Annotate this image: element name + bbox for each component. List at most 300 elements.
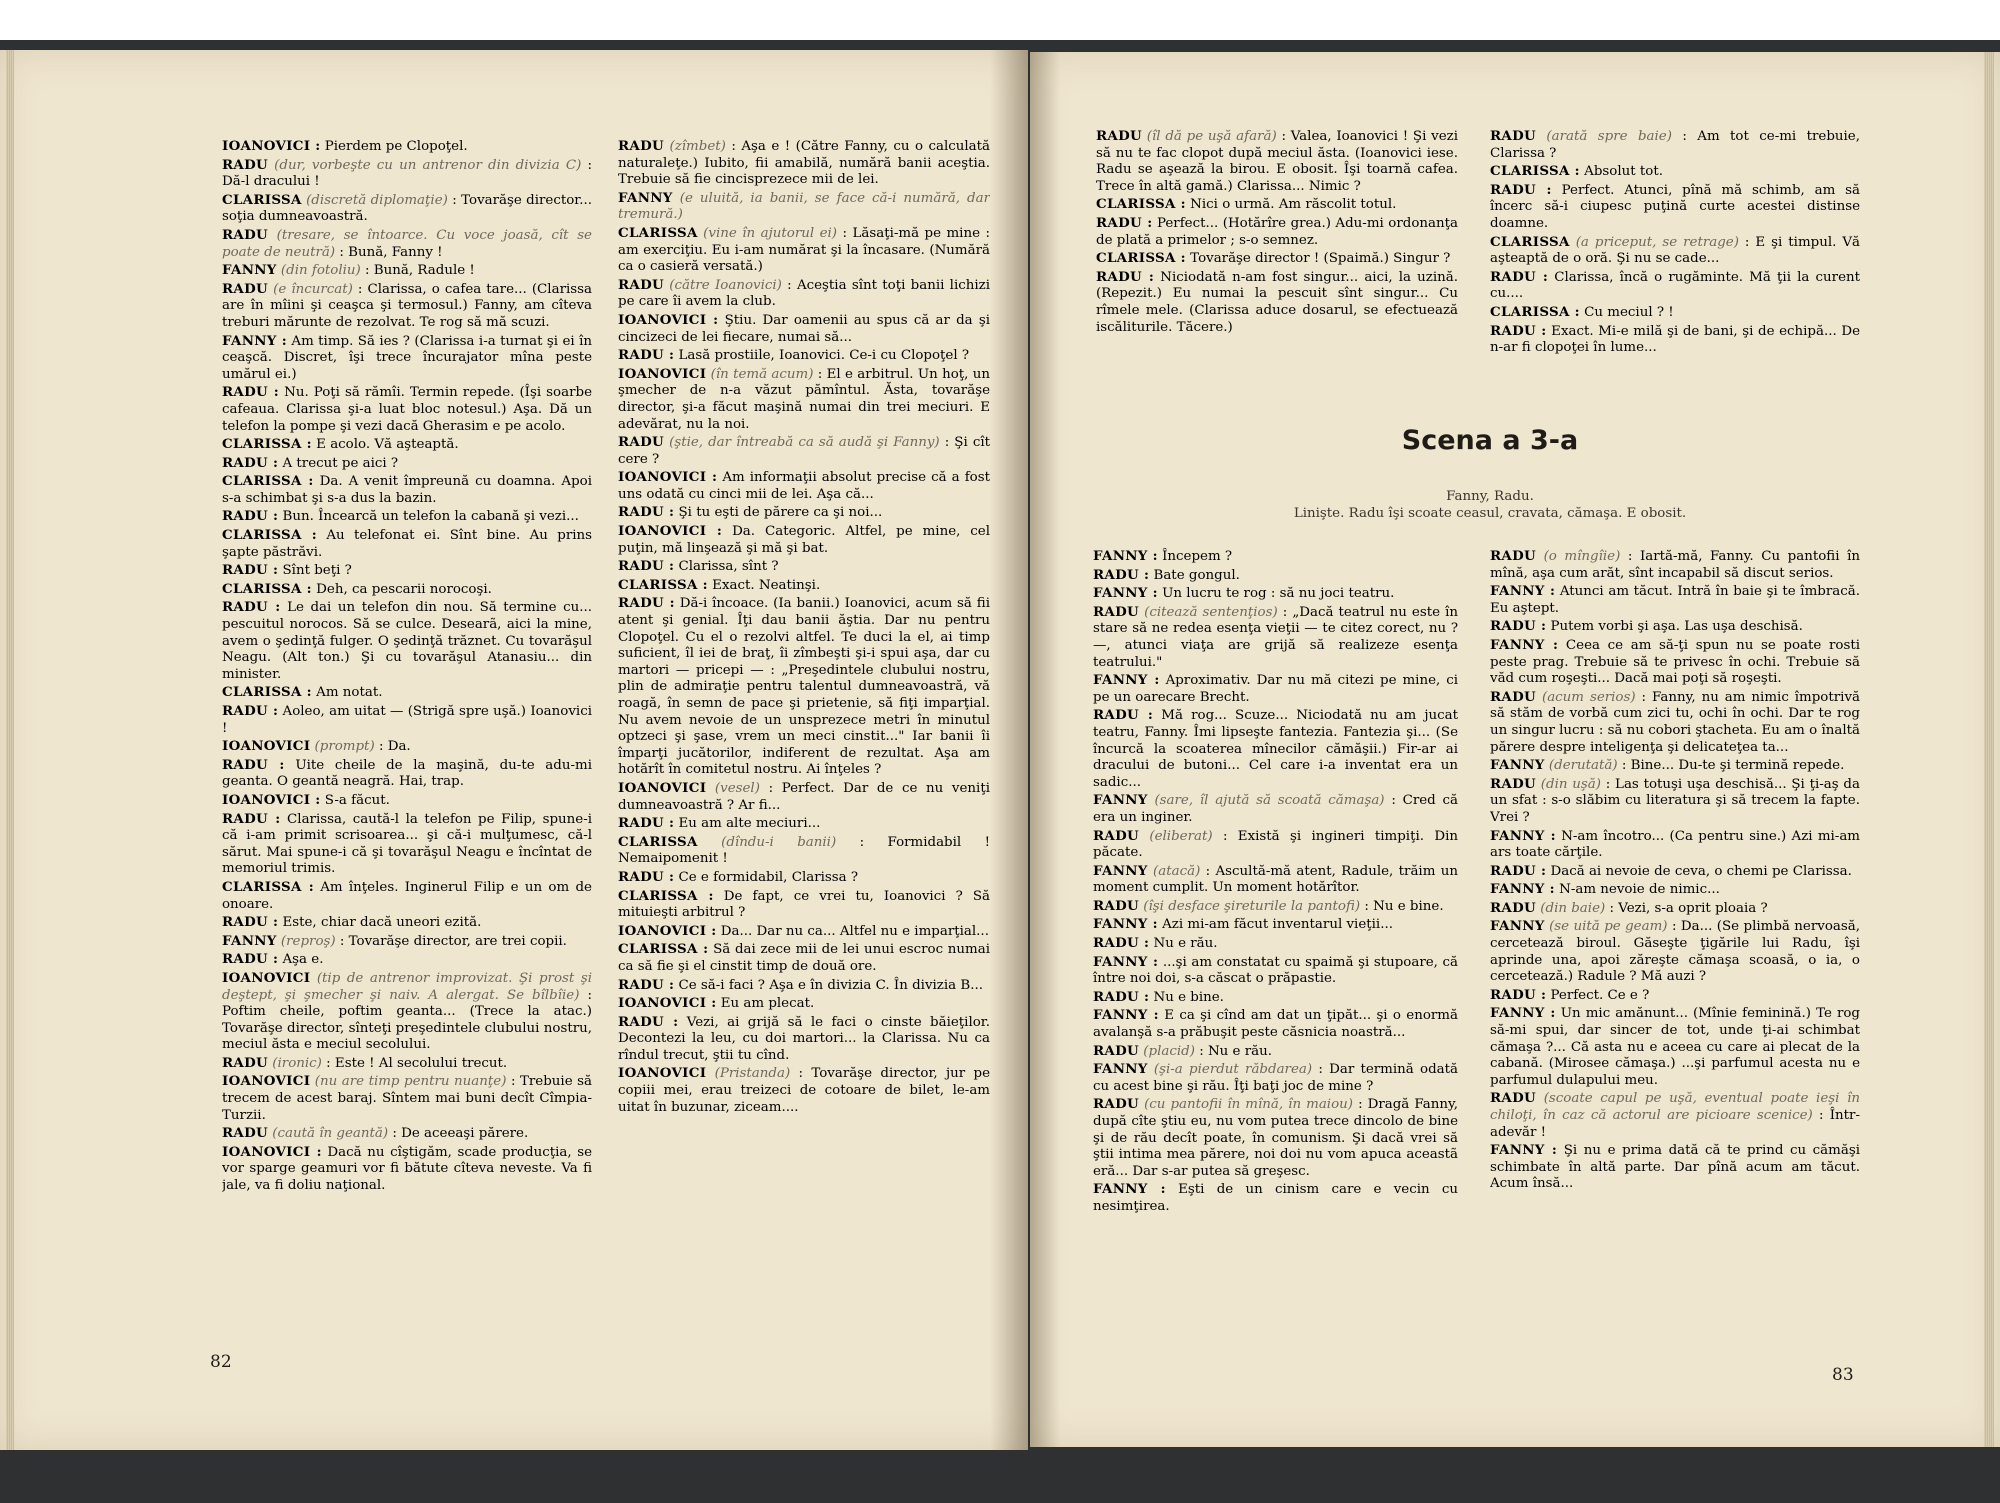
line-text: Şi nu e prima dată că te prind cu cămăşi schimbate în altă parte. Dar pînă acum am tăcut. Acum însă... — [1490, 1143, 1860, 1192]
dialogue-line — [1490, 269, 1860, 303]
dialogue-line — [1490, 757, 1860, 775]
speaker-name: CLARISSA — [1490, 233, 1570, 250]
line-text: Sînt beţi ? — [282, 563, 352, 579]
speaker-name: RADU — [1093, 603, 1140, 620]
line-text: : Şi cît cere ? — [618, 435, 990, 467]
dialogue-line — [222, 436, 592, 454]
line-text: : Tovarăşe director, are trei copii. — [339, 933, 567, 949]
speaker-name: CLARISSA : — [1096, 196, 1186, 213]
line-text: : „Dacă teatrul nu este în stare să ne redea esenţa vieţii — te citez corect, nu ? —, atunci viaţa are grijă să realizeze esenţa teatrului." — [1093, 604, 1458, 670]
line-text: : Aşa e ! (Către Fanny, cu o calculată naturaleţe.) Iubito, fii amabilă, numără banii aceştia. Trebuie să fie cincisprezece mii de lei. — [618, 139, 990, 188]
dialogue-line — [1490, 637, 1860, 688]
right-page-column-2-top — [1490, 128, 1860, 388]
speaker-name: IOANOVICI : — [618, 995, 717, 1012]
dialogue-line — [1093, 916, 1458, 934]
dialogue-line — [1490, 548, 1860, 582]
right-page-column-2-bottom — [1490, 548, 1860, 1338]
speaker-name: RADU : — [222, 508, 279, 525]
dialogue-line — [618, 834, 990, 868]
right-gutter-shadow — [1030, 52, 1060, 1447]
dialogue-line — [618, 190, 990, 224]
speaker-name: RADU : — [1490, 862, 1547, 879]
dialogue-line — [222, 933, 592, 951]
stage-direction: (şi-a pierdut răbdarea) — [1153, 1062, 1313, 1078]
line-text: : Cred că era un inginer. — [1093, 793, 1458, 825]
speaker-name: IOANOVICI : — [618, 311, 719, 328]
line-text: : Am tot ce-mi trebuie, Clarissa ? — [1490, 129, 1860, 161]
line-text: Am timp. Să ies ? (Clarissa i-a turnat şi ei în ceaşcă. Discret, îşi trece încurajator mîna peste umărul ei.) — [222, 333, 592, 382]
speaker-name: FANNY : — [1093, 1007, 1159, 1024]
line-text: : Nu e rău. — [1199, 1043, 1272, 1059]
speaker-name: FANNY : — [222, 332, 287, 349]
dialogue-line — [618, 277, 990, 311]
dialogue-line — [618, 523, 990, 557]
stage-direction: (dur, vorbeşte cu un antrenor din divizia C) — [274, 157, 582, 173]
dialogue-line — [618, 347, 990, 365]
line-text: : El e arbitrul. Un hoţ, un şmecher de n-a văzut pămîntul. Ăsta, tovarăşe director, şi-a făcut maşină numai din trei meciuri. E adevărat, nu la noi. — [618, 366, 990, 432]
speaker-name: RADU — [1490, 899, 1537, 916]
dialogue-line — [1093, 898, 1458, 916]
line-text: Pierdem pe Clopoţel. — [324, 139, 468, 154]
line-text: Este, chiar dacă uneori ezită. — [282, 915, 482, 931]
dialogue-line — [1490, 776, 1860, 827]
speaker-name: RADU : — [618, 504, 675, 521]
dialogue-line — [1093, 828, 1458, 862]
dialogue-line — [1093, 548, 1458, 566]
line-text: Exact. Mi-e milă şi de bani, şi de echipă... De n-ar fi clopoţei în lume... — [1490, 323, 1860, 356]
speaker-name: RADU : — [1096, 268, 1155, 285]
line-text: Aşa e. — [282, 952, 324, 968]
stage-direction: (se uită pe geam) — [1549, 919, 1668, 935]
stage-direction: (tresare, se întoarce. Cu voce joasă, cît se poate de neutră) — [222, 227, 592, 260]
dialogue-line — [222, 281, 592, 332]
speaker-name: FANNY — [1490, 757, 1545, 774]
speaker-name: RADU : — [1093, 988, 1150, 1005]
dialogue-line — [1490, 828, 1860, 862]
dialogue-line — [618, 138, 990, 189]
speaker-name: IOANOVICI — [618, 365, 707, 382]
stage-direction: (din baie) — [1540, 900, 1606, 916]
stage-direction: (caută în geantă) — [272, 1126, 389, 1142]
dialogue-line — [222, 1073, 592, 1124]
dialogue-line — [1093, 989, 1458, 1007]
speaker-name: CLARISSA — [222, 191, 302, 208]
speaker-name: CLARISSA — [618, 833, 698, 850]
speaker-name: CLARISSA : — [222, 878, 314, 895]
line-text: Azi mi-am făcut inventarul vieţii... — [1162, 917, 1393, 933]
stage-direction: (discretă diplomaţie) — [306, 192, 448, 208]
speaker-name: FANNY : — [1093, 672, 1160, 689]
dialogue-line — [222, 757, 592, 791]
speaker-name: IOANOVICI : — [618, 922, 717, 939]
line-text: Perfect. Ce e ? — [1550, 987, 1650, 1003]
dialogue-line — [618, 888, 990, 922]
stage-direction: (acum serios) — [1541, 689, 1636, 705]
speaker-name: RADU — [618, 138, 665, 154]
line-text: : De aceeaşi părere. — [392, 1126, 529, 1142]
dialogue-line — [222, 508, 592, 526]
stage-direction: (îl dă pe uşă afară) — [1146, 129, 1277, 144]
line-text: : Bună, Fanny ! — [339, 244, 443, 260]
stage-direction: (atacă) — [1153, 863, 1201, 879]
line-text: Nu e bine. — [1153, 989, 1224, 1005]
dialogue-line — [1490, 1005, 1860, 1089]
speaker-name: RADU — [1093, 1096, 1140, 1113]
speaker-name: FANNY : — [1490, 1142, 1558, 1159]
line-text: Deh, ca pescarii norocoşi. — [316, 581, 492, 597]
dialogue-line — [1096, 196, 1458, 214]
scene-title: Scena a 3-a — [1401, 425, 1579, 456]
dialogue-line — [1093, 1043, 1458, 1061]
stage-direction: (cu pantofii în mînă, în maiou) — [1144, 1097, 1354, 1113]
speaker-name: FANNY : — [1093, 916, 1158, 933]
line-text: : Fanny, nu am nimic împotrivă să stăm de vorbă cum zici tu, ochi în ochi. Dar te rog un singur lucru : să nu cobori ştacheta. Eu am o înaltă părere despre inteligenţa şi delicateţea ta... — [1490, 689, 1860, 755]
dialogue-line — [222, 970, 592, 1054]
dialogue-line — [1490, 304, 1860, 322]
speaker-name: RADU — [1490, 1090, 1537, 1107]
speaker-name: CLARISSA : — [1096, 250, 1186, 267]
line-text: Nici o urmă. Am răscolit totul. — [1190, 197, 1397, 213]
line-text: : Bună, Radule ! — [365, 263, 475, 279]
speaker-name: RADU — [222, 280, 269, 297]
line-text: : Clarissa, o cafea tare... (Clarissa are în mîini şi ceaşca şi termosul.) Fanny, am cîteva treburi mărunte de rezolvat. Te rog să mă scuzi. — [222, 281, 592, 330]
right-page-column-1-top — [1096, 128, 1458, 388]
stage-direction: (zîmbet) — [669, 139, 726, 154]
scene-cast — [1160, 488, 1820, 522]
stage-direction: (arată spre baie) — [1546, 129, 1672, 144]
stage-direction: (prompt) — [314, 739, 375, 755]
line-text: Dacă ai nevoie de ceva, o chemi pe Clarissa. — [1550, 863, 1852, 879]
line-text: Perfect... (Hotărîre grea.) Adu-mi ordonanţa de plată a primelor ; s-o semnez. — [1096, 215, 1458, 248]
speaker-name: RADU — [1490, 128, 1537, 144]
line-text: Cu meciul ? ! — [1584, 304, 1674, 320]
speaker-name: IOANOVICI — [222, 738, 311, 755]
line-text: Eu am plecat. — [720, 996, 815, 1012]
line-text: N-am nevoie de nimic... — [1559, 882, 1720, 898]
dialogue-line — [222, 1055, 592, 1073]
speaker-name: RADU : — [618, 595, 675, 612]
speaker-name: FANNY — [1490, 918, 1545, 935]
line-text: Putem vorbi şi aşa. Las uşa deschisă. — [1550, 619, 1803, 635]
line-text: : E şi timpul. Vă aşteaptă de o oră. Şi nu se cade... — [1490, 234, 1860, 267]
line-text: Să dai zece mii de lei unui escroc numai ca să fie şi el cinstit timp de două ore. — [618, 942, 990, 974]
speaker-name: RADU : — [222, 703, 279, 719]
speaker-name: CLARISSA : — [618, 576, 708, 593]
dialogue-line — [222, 792, 592, 810]
line-text: Eu am alte meciuri... — [678, 816, 821, 832]
dialogue-line — [1093, 604, 1458, 671]
speaker-name: RADU : — [618, 976, 675, 993]
dialogue-line — [618, 1014, 990, 1065]
line-text: Un mic amănunt... (Mînie feminină.) Te rog să-mi spui, dar sincer de tot, unde ţi-ai schimbat cămaşa ?... Că asta nu e aceea cu care ai plecat de la cabană. (Mirosee cămaşa.) ...şi parfumul acesta nu e parfumul dulapului meu. — [1490, 1006, 1860, 1088]
speaker-name: FANNY — [222, 932, 277, 949]
line-text: Ceea ce am să-ţi spun nu se poate rosti peste prag. Trebuie să te privesc în ochi. Trebuie să văd cum roşeşti... Dacă mai poţi să roşeşti. — [1490, 637, 1860, 687]
line-text: : Trebuie să trecem de acest baraj. Sîntem mai buni decît Cîmpia-Turzii. — [222, 1074, 592, 1123]
speaker-name: FANNY : — [1490, 827, 1556, 844]
line-text: : Iartă-mă, Fanny. Cu pantofii în mînă, aşa cum arăt, sînt incapabil să discut serios. — [1490, 549, 1860, 581]
dialogue-line — [222, 951, 592, 969]
speaker-name: RADU — [1093, 827, 1140, 844]
dialogue-line — [1093, 1096, 1458, 1180]
line-text: Uite cheile de la maşină, du-te adu-mi geanta. O geantă neagră. Hai, trap. — [222, 757, 592, 790]
line-text: E ca şi cînd am dat un ţipăt... şi o enormă avalanşă s-a prăbuşit peste căsnicia noastră... — [1093, 1008, 1458, 1041]
speaker-name: IOANOVICI — [618, 779, 707, 796]
line-text: : Da. — [378, 739, 411, 755]
stage-direction: (citează sentenţios) — [1144, 604, 1278, 620]
speaker-name: RADU — [618, 434, 665, 451]
speaker-name: IOANOVICI : — [618, 523, 723, 540]
speaker-name: CLARISSA : — [618, 941, 709, 958]
dialogue-line — [618, 995, 990, 1013]
dialogue-line — [1093, 1061, 1458, 1095]
line-text: : Aceştia sînt toţi banii lichizi pe care îi avem la club. — [618, 277, 990, 310]
dialogue-line — [1096, 269, 1458, 336]
speaker-name: CLARISSA : — [222, 527, 318, 544]
line-text: : Formidabil ! Nemaipomenit ! — [618, 834, 990, 867]
dialogue-line — [222, 811, 592, 878]
line-text: : Într-adevăr ! — [1490, 1108, 1860, 1140]
dialogue-line — [618, 577, 990, 595]
line-text: : Poftim cheile, poftim geanta... (Trece la atac.) Tovarăşe director, sînteţi preşedintele clubului nostru, meciul ăsta e meciul secolului. — [222, 987, 592, 1053]
speaker-name: FANNY : — [1093, 1181, 1166, 1198]
dialogue-line — [1093, 567, 1458, 585]
speaker-name: RADU : — [222, 914, 279, 931]
line-text: : Bine... Du-te şi termină repede. — [1621, 758, 1845, 774]
speaker-name: RADU — [1490, 548, 1537, 564]
dialogue-line — [222, 738, 592, 756]
dialogue-line — [618, 815, 990, 833]
line-text: Tovarăşe director ! (Spaimă.) Singur ? — [1190, 251, 1451, 267]
line-text: : Ascultă-mă atent, Radule, trăim un moment cumplit. Un moment hotărîtor. — [1093, 863, 1458, 896]
stage-direction: (Pristanda) — [714, 1066, 791, 1082]
line-text: Bun. Încearcă un telefon la cabană şi vezi... — [282, 509, 579, 525]
dialogue-line — [222, 333, 592, 384]
dialogue-line — [1490, 182, 1860, 233]
line-text: : Lăsaţi-mă pe mine : am exerciţiu. Eu i-am numărat şi la încasare. (Numără ca o casieră versată.) — [618, 225, 990, 275]
left-page-column-1 — [222, 138, 592, 1328]
page-number-left: 82 — [210, 1352, 232, 1372]
dialogue-line — [1490, 881, 1860, 899]
dialogue-line — [222, 192, 592, 226]
speaker-name: RADU — [222, 156, 269, 173]
line-text: De fapt, ce vrei tu, Ioanovici ? Să mituieşti arbitrul ? — [618, 888, 990, 921]
speaker-name: CLARISSA : — [222, 684, 312, 701]
dialogue-line — [618, 977, 990, 995]
line-text: Mă rog... Scuze... Niciodată nu am jucat teatru, Fanny. Îmi lipseşte fantezia. Fantezia şi... (Se încurcă la scoaterea mînecilor cămăşii.) Fir-ar ai dracului de butoni... Cel care i-a inventat era un sadic... — [1093, 708, 1458, 790]
line-text: Perfect. Atunci, pînă mă schimb, am să încerc să-i ciupesc puţină curte acestei distinse doamne. — [1490, 182, 1860, 231]
speaker-name: RADU : — [222, 562, 279, 579]
speaker-name: FANNY : — [1490, 1005, 1556, 1022]
right-page-column-1-bottom — [1093, 548, 1458, 1338]
dialogue-line — [222, 581, 592, 599]
line-text: Ce e formidabil, Clarissa ? — [678, 869, 859, 885]
line-text: Clarissa, caută-l la telefon pe Filip, spune-i că i-am primit scrisoarea... şi că-i mulţumesc, că-l sărut. Mai spune-i că şi tovarăşul Neagu e încîntat de memoriul trimis. — [222, 811, 592, 877]
speaker-name: RADU : — [222, 951, 279, 968]
dialogue-line — [1490, 128, 1860, 162]
speaker-name: RADU : — [1093, 566, 1150, 583]
dialogue-line — [1490, 1090, 1860, 1141]
stage-direction: (o mîngîie) — [1543, 549, 1621, 564]
cast-line: Fanny, Radu. — [1446, 489, 1534, 504]
line-text: Niciodată n-am fost singur... aici, la uzină. (Repezit.) Eu numai la pescuit sînt singur... Cu rîmele mele. (Clarissa aduce dosarul, se efectuează iscăliturile. Tăcere.) — [1096, 269, 1458, 335]
stage-direction: (reproş) — [280, 933, 336, 949]
stage-direction: (dîndu-i banii) — [721, 834, 837, 850]
stage-direction: (e încurcat) — [273, 281, 353, 297]
stage-direction: (în temă acum) — [710, 366, 814, 382]
left-page-column-2 — [618, 138, 990, 1328]
line-text: Ştiu. Dar oamenii au spus că ar da şi cincizeci de lei fiecare, numai să... — [618, 312, 990, 345]
speaker-name: RADU : — [618, 558, 675, 575]
stage-direction-line: Linişte. Radu îşi scoate ceasul, cravata, cămaşa. E obosit. — [1293, 506, 1687, 521]
dialogue-line — [618, 469, 990, 503]
speaker-name: RADU : — [618, 815, 675, 832]
dialogue-line — [1093, 792, 1458, 826]
line-text: Am notat. — [316, 685, 383, 701]
stage-direction: (ştie, dar întreabă ca să audă şi Fanny) — [669, 435, 940, 451]
speaker-name: CLARISSA — [618, 224, 698, 241]
line-text: Bate gongul. — [1153, 567, 1240, 583]
dialogue-line — [1093, 1181, 1458, 1215]
dialogue-line — [1093, 863, 1458, 897]
dialogue-line — [222, 562, 592, 580]
stage-direction: (vesel) — [714, 780, 760, 796]
dialogue-line — [1093, 954, 1458, 988]
line-text: Aoleo, am uitat — (Strigă spre uşă.) Ioanovici ! — [222, 704, 592, 736]
line-text: Da. A venit împreună cu doamna. Apoi s-a schimbat şi s-a dus la bazin. — [222, 474, 592, 506]
speaker-name: CLARISSA : — [618, 887, 714, 904]
speaker-name: FANNY — [1093, 1061, 1148, 1078]
dialogue-line — [1093, 707, 1458, 791]
stage-direction: (din fotoliu) — [280, 263, 361, 279]
line-text: Absolut tot. — [1584, 164, 1663, 180]
speaker-name: FANNY : — [1490, 583, 1556, 600]
dialogue-line — [222, 473, 592, 507]
line-text: Da... Dar nu ca... Altfel nu e imparţial... — [720, 923, 989, 939]
dialogue-line — [1490, 863, 1860, 881]
dialogue-line — [1490, 163, 1860, 181]
dialogue-line — [1093, 935, 1458, 953]
speaker-name: RADU : — [222, 454, 279, 471]
line-text: Ce să-i faci ? Aşa e în divizia C. În divizia B... — [678, 977, 983, 993]
dialogue-line — [1096, 215, 1458, 249]
speaker-name: RADU : — [222, 756, 285, 773]
dialogue-line — [222, 384, 592, 435]
line-text: Lasă prostiile, Ioanovici. Ce-i cu Clopoţel ? — [678, 348, 970, 364]
dialogue-line — [618, 366, 990, 433]
speaker-name: CLARISSA : — [1490, 303, 1580, 320]
line-text: A trecut pe aici ? — [282, 455, 399, 471]
speaker-name: FANNY : — [1490, 881, 1555, 898]
speaker-name: RADU — [1093, 897, 1140, 914]
dialogue-line — [1093, 1007, 1458, 1041]
dialogue-line — [222, 914, 592, 932]
speaker-name: RADU — [1490, 775, 1537, 792]
line-text: Clarissa, încă o rugăminte. Mă ţii la curent cu.... — [1490, 269, 1860, 302]
line-text: : Perfect. Dar de ce nu veniţi dumneavoastră ? Ar fi... — [618, 780, 990, 813]
dialogue-line — [618, 869, 990, 887]
speaker-name: FANNY — [618, 189, 673, 206]
stage-direction: (nu are timp pentru nuanţe) — [314, 1074, 507, 1090]
speaker-name: CLARISSA : — [222, 473, 314, 490]
line-text: Începem ? — [1162, 549, 1233, 564]
speaker-name: RADU : — [1093, 935, 1150, 952]
speaker-name: FANNY — [222, 262, 277, 279]
stage-direction: (din uşă) — [1540, 776, 1601, 792]
dialogue-line — [618, 780, 990, 814]
dialogue-line — [222, 138, 592, 156]
speaker-name: RADU : — [1490, 268, 1549, 285]
line-text: Am informaţii absolut precise că a fost uns odată cu cinci mii de lei. Aşa că... — [618, 470, 990, 502]
speaker-name: RADU : — [1490, 181, 1552, 198]
line-text: Eşti de un cinism care e vecin cu nesimţirea. — [1093, 1182, 1458, 1214]
speaker-name: RADU : — [1490, 986, 1547, 1003]
dialogue-line — [222, 227, 592, 261]
right-page-edges — [1984, 52, 1994, 1447]
stage-direction: (derutată) — [1548, 758, 1618, 774]
dialogue-line — [222, 703, 592, 737]
stage-direction: (îşi desface şireturile la pantofi) — [1143, 898, 1361, 914]
dialogue-line — [618, 1065, 990, 1116]
speaker-name: RADU : — [1096, 214, 1153, 231]
dialogue-line — [618, 434, 990, 468]
dialogue-line — [618, 941, 990, 975]
line-text: Nu. Poţi să rămîi. Termin repede. (Îşi soarbe cafeaua. Clarissa şi-a luat bloc notesul.) Aşa. Dă un telefon la pompe şi vezi dacă Gherasim e pe acolo. — [222, 385, 592, 434]
stage-direction: (placid) — [1143, 1043, 1195, 1059]
dialogue-line — [222, 262, 592, 280]
dialogue-line — [222, 1125, 592, 1143]
line-text: : Există şi ingineri timpiţi. Din păcate. — [1093, 828, 1458, 861]
speaker-name: CLARISSA : — [222, 436, 312, 453]
dialogue-line — [1490, 618, 1860, 636]
dialogue-line — [618, 504, 990, 522]
speaker-name: FANNY — [1093, 862, 1148, 879]
line-text: : Dar termină odată cu acest bine şi rău. Îţi baţi joc de mine ? — [1093, 1062, 1458, 1094]
line-text: Dă-i încoace. (Ia banii.) Ioanovici, acum să fii atent şi genial. Îţi dau banii ăştia. Dar nu pentru Clopoţel. Cu el o rezolvi altfel. Te duci la el, ai timp suficient, îl iei de braţ, îi zîmbeşti şi-i spui aşa, dar cu martori — pricepi — : „Preşedintele clubului nostru, plin de admiraţie pentru talentul dumneavoastră, vă roagă, în semn de pace şi prietenie, să fiţi imparţial. Nu avem nevoie de un unsprezece metri în minutul optzeci şi şase, vrem un meci cinstit..." Iar banii îi împarţi jucătorilor, indiferent de rezultat. Aşa am hotărît în comitetul nostru. Ai înţeles ? — [618, 596, 990, 778]
page-number-right: 83 — [1832, 1365, 1854, 1385]
speaker-name: RADU — [222, 1054, 269, 1071]
dialogue-line — [222, 157, 592, 191]
stage-direction: (ironic) — [272, 1055, 322, 1071]
stage-direction: (a priceput, se retrage) — [1575, 234, 1739, 250]
dialogue-line — [618, 923, 990, 941]
speaker-name: CLARISSA : — [222, 580, 312, 597]
dialogue-line — [222, 599, 592, 683]
stage-direction: (eliberat) — [1149, 828, 1213, 844]
line-text: Exact. Neatinşi. — [712, 577, 821, 593]
speaker-name: FANNY : — [1093, 953, 1159, 970]
speaker-name: IOANOVICI : — [618, 469, 718, 486]
speaker-name: RADU : — [222, 599, 281, 616]
speaker-name: FANNY — [1093, 792, 1148, 809]
speaker-name: RADU : — [618, 1013, 679, 1030]
dialogue-line — [1093, 585, 1458, 603]
speaker-name: RADU : — [618, 868, 675, 885]
line-text: Da. Categoric. Altfel, pe mine, cel puţin, mă linşează şi mă şi bat. — [618, 524, 990, 556]
speaker-name: RADU : — [222, 384, 280, 401]
line-text: : Dragă Fanny, după cîte ştiu eu, nu vom putea trece dincolo de bine şi de rău decît poate, în comunism. Şi dacă vrei să ştii intima mea părere, noi doi nu vom apuca aceastã eră... Dar s-ar putea să greşesc. — [1093, 1097, 1458, 1179]
left-page-edges — [6, 50, 14, 1450]
dialogue-line — [1490, 987, 1860, 1005]
line-text: : Vezi, s-a oprit ploaia ? — [1609, 900, 1768, 916]
speaker-name: RADU : — [618, 347, 675, 364]
line-text: Şi tu eşti de părere ca şi noi... — [678, 505, 883, 521]
line-text: Au telefonat ei. Sînt bine. Au prins şapte păstrăvi. — [222, 528, 592, 560]
speaker-name: RADU : — [1490, 618, 1547, 635]
line-text: S-a făcut. — [324, 792, 390, 808]
speaker-name: IOANOVICI : — [222, 138, 321, 154]
speaker-name: RADU — [222, 1125, 269, 1142]
line-text: : Tovarăşe director, jur pe copiii mei, erau treizeci de cotoare de bilet, le-am uitat în buzunar, ziceam.... — [618, 1066, 990, 1115]
